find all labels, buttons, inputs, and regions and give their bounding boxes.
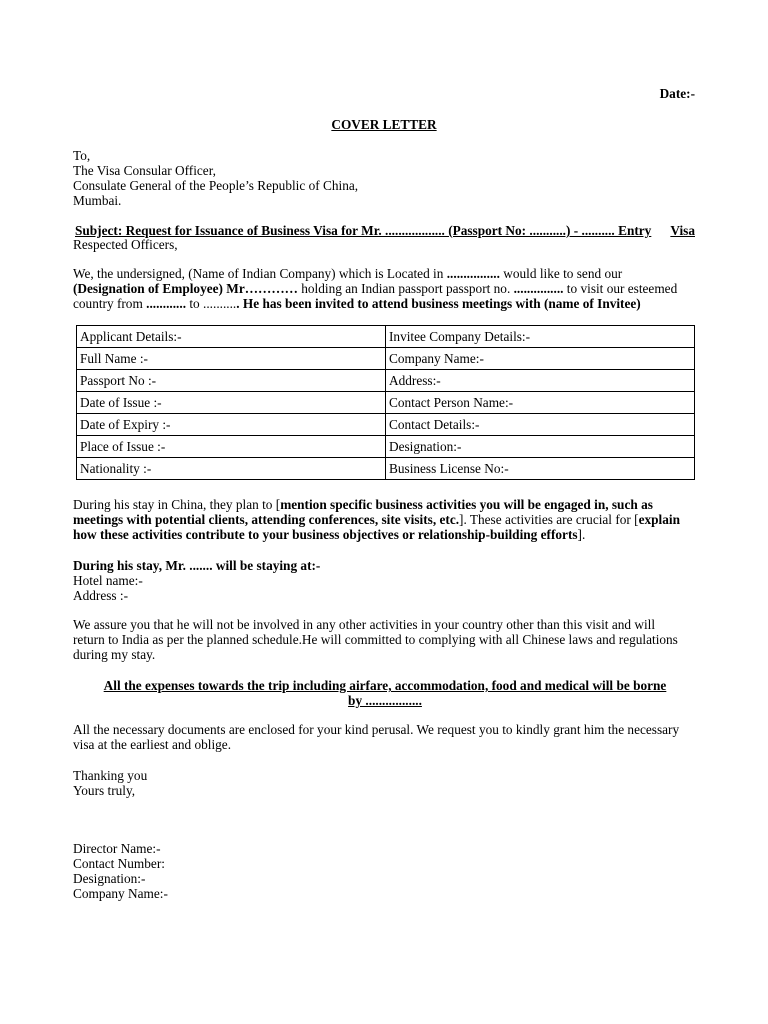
invitee-cell: Invitee Company Details:-: [386, 326, 695, 348]
recipient-address: [73, 148, 697, 208]
closing-line-1: All the necessary documents are enclosed for your kind perusal. We request you to kindly grant him the necessary: [73, 722, 680, 737]
assurance-line-1: We assure you that he will not be involved in any other activities in your country other than this visit and will: [73, 617, 656, 632]
applicant-cell: Passport No :-: [77, 370, 386, 392]
subject-text: Subject: Request for Issuance of Business Visa for Mr. .................. (Passport No: ...........) - .......... Entry: [75, 223, 652, 238]
assurance-line-3: during my stay.: [73, 647, 156, 662]
invitee-cell: Address:-: [386, 370, 695, 392]
signature-company: Company Name:-: [73, 886, 168, 901]
expenses-line-2: by .................: [348, 693, 422, 708]
invitee-cell: Designation:-: [386, 436, 695, 458]
signoff-thanks: Thanking you: [73, 768, 148, 783]
hotel-address: Address :-: [73, 588, 129, 603]
table-row: [77, 436, 695, 458]
applicant-cell: Date of Issue :-: [77, 392, 386, 414]
table-row: [77, 326, 695, 348]
invitee-cell: Business License No:-: [386, 458, 695, 480]
stay-line-3: how these activities contribute to your business objectives or relationship-building efforts].: [73, 527, 586, 542]
table-row: [77, 458, 695, 480]
applicant-cell: Applicant Details:-: [77, 326, 386, 348]
expenses-line-1: All the expenses towards the trip including airfare, accommodation, food and medical will be borne: [103, 678, 667, 693]
signature-designation: Designation:-: [73, 871, 146, 886]
signature-director: Director Name:-: [73, 841, 161, 856]
subject-text-end: Visa: [670, 223, 695, 238]
invitee-cell: Contact Person Name:-: [386, 392, 695, 414]
table-row: [77, 414, 695, 436]
stay-line-1: During his stay in China, they plan to [mention specific business activities you will be engaged in, such as: [73, 497, 653, 512]
closing-line-2: visa at the earliest and oblige.: [73, 737, 232, 752]
stay-line-2: meetings with potential clients, attending conferences, site visits, etc.]. These activities are crucial for [explain: [73, 512, 680, 527]
hotel-section: [73, 558, 697, 603]
hotel-heading: During his stay, Mr. ....... will be staying at:-: [73, 558, 321, 573]
invitee-cell: Contact Details:-: [386, 414, 695, 436]
signoff: [73, 768, 697, 798]
intro-line-3: country from ............ to ........... He has been invited to attend business meetings with (name of Invitee): [73, 296, 641, 311]
salutation: Respected Officers,: [73, 237, 178, 252]
address-officer: The Visa Consular Officer,: [73, 163, 216, 178]
details-table: [76, 325, 695, 480]
signature-block: [73, 841, 697, 901]
address-consulate: Consulate General of the People’s Republic of China,: [73, 178, 359, 193]
table-row: [77, 370, 695, 392]
signoff-yours: Yours truly,: [73, 783, 136, 798]
applicant-cell: Date of Expiry :-: [77, 414, 386, 436]
applicant-cell: Place of Issue :-: [77, 436, 386, 458]
assurance-line-2: return to India as per the planned schedule.He will committed to complying with all Chinese laws and regulations: [73, 632, 678, 647]
applicant-cell: Full Name :-: [77, 348, 386, 370]
table-row: [77, 348, 695, 370]
subject-line: [75, 223, 699, 238]
page-title: COVER LETTER: [331, 117, 437, 132]
hotel-name: Hotel name:-: [73, 573, 143, 588]
closing-paragraph: [73, 722, 697, 752]
stay-paragraph: [73, 497, 697, 542]
intro-paragraph: [73, 266, 697, 311]
assurance-paragraph: [73, 617, 697, 662]
address-to: To,: [73, 148, 91, 163]
date-label: Date:-: [659, 86, 695, 101]
address-city: Mumbai.: [73, 193, 122, 208]
intro-line-1: We, the undersigned, (Name of Indian Company) which is Located in ................ would like to send our: [73, 266, 623, 281]
table-row: [77, 392, 695, 414]
expenses-statement: [73, 678, 697, 708]
applicant-cell: Nationality :-: [77, 458, 386, 480]
signature-contact: Contact Number:: [73, 856, 165, 871]
intro-line-2: (Designation of Employee) Mr………… holding an Indian passport passport no. ............... to visit our esteemed: [73, 281, 678, 296]
invitee-cell: Company Name:-: [386, 348, 695, 370]
